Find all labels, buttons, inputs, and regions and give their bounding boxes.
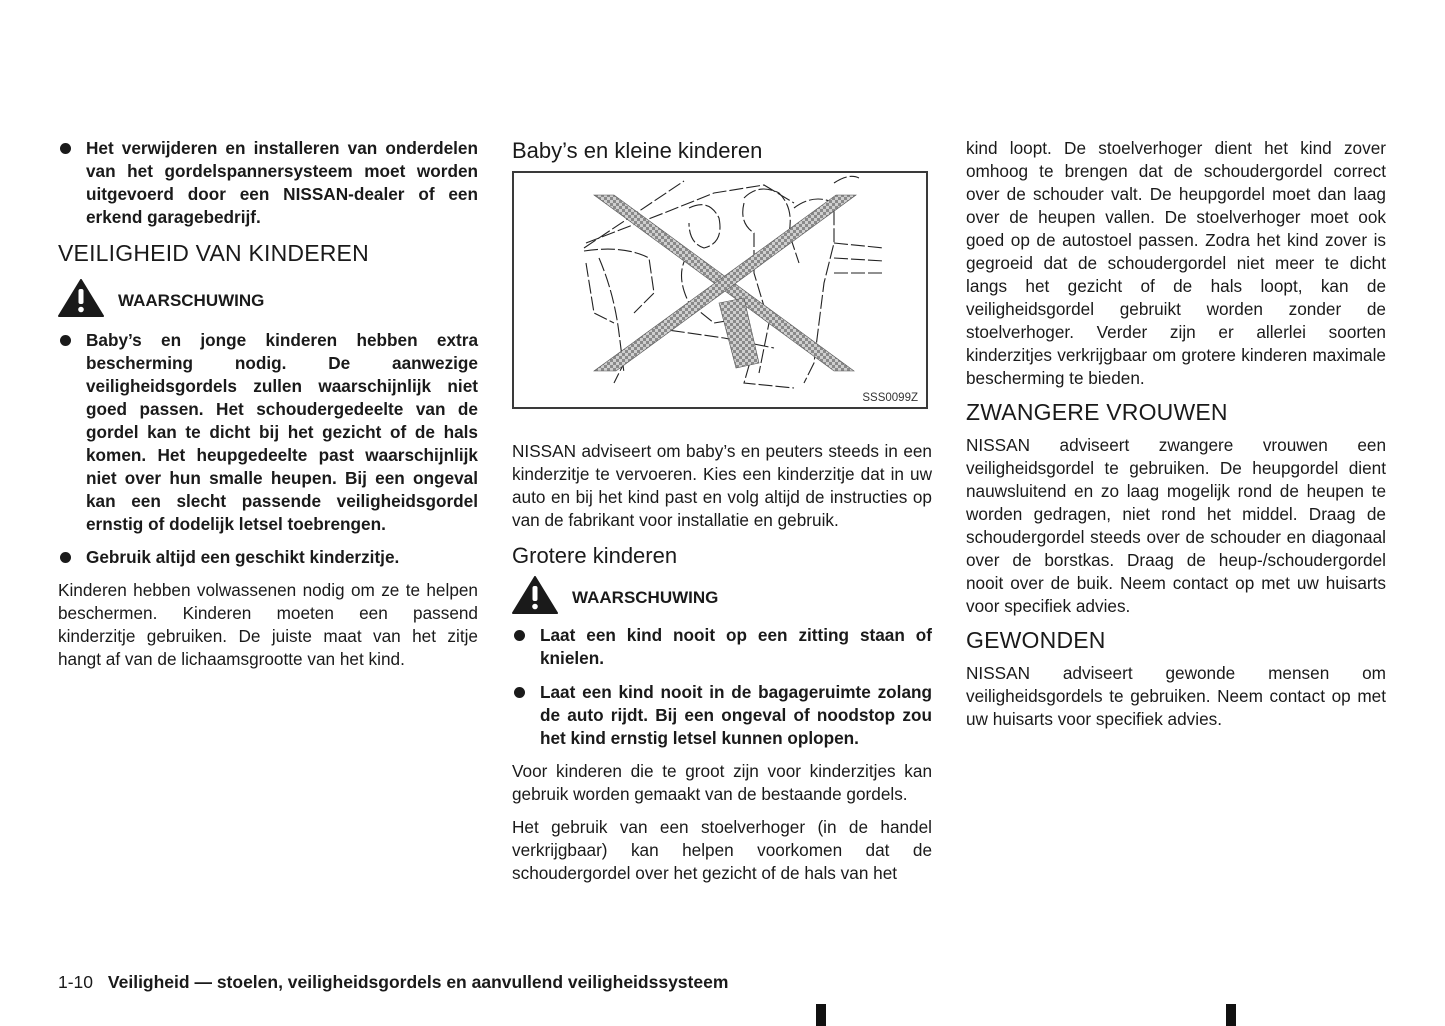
bullet-text: Baby’s en jonge kinderen hebben extra bescherming nodig. De aanwezige veiligheidsgordels zullen waarschijnlijk niet goed passen. Het schoudergedeelte van de gordel kan te dicht bij het gezicht of de hals komen. Het heupgedeelte past waarschijnlijk niet over hun smalle heupen. Bij een ongeval kan een slecht passende veiligheidsgordel ernstig of dodelijk letsel toebrengen.	[86, 330, 478, 534]
section-heading: VEILIGHEID VAN KINDEREN	[58, 240, 369, 266]
body-paragraph: Voor kinderen die te groot zijn voor kinderzitjes kan gebruik worden gemaakt van de bestaande gordels.	[512, 761, 932, 804]
bullet-dot-icon	[514, 630, 525, 641]
bullet-item	[58, 546, 478, 569]
page-footer	[58, 972, 728, 993]
bullet-text: Het verwijderen en installeren van onderdelen van het gordelspannersysteem moet worden uitgevoerd door een NISSAN-dealer of een erkend garagebedrijf.	[86, 138, 478, 227]
section-title: Veiligheid — stoelen, veiligheidsgordels en aanvullend veiligheidssysteem	[107, 972, 729, 992]
body-paragraph: Kinderen hebben volwassenen nodig om ze te helpen beschermen. Kinderen moeten een passend kinderzitje gebruiken. De juiste maat van het zitje hangt af van de lichaamsgrootte van het kind.	[58, 580, 478, 669]
bullet-dot-icon	[60, 143, 71, 154]
column-middle	[512, 137, 932, 885]
body-paragraph: kind loopt. De stoelverhoger dient het kind zover omhoog te brengen dat de schoudergordel correct over de schouder valt. De heupgordel moet dan laag over de heupen vallen. De stoelverhoger moet ook goed op de autostoel passen. Zodra het kind zover is gegroeid dat de schoudergordel niet meer te dicht langs het gezicht of de hals loopt, kan de veiligheidsgordel gebruikt worden zonder de stoelverhoger. Verder zijn er allerlei soorten kinderzitjes verkrijgbaar om grotere kinderen maximale bescherming te bieden.	[966, 138, 1386, 388]
bullet-text: Laat een kind nooit op een zitting staan of knielen.	[540, 625, 932, 668]
bullet-dot-icon	[60, 552, 71, 563]
body-paragraph: NISSAN adviseert zwangere vrouwen een veiligheidsgordel te gebruiken. De heupgordel dient nauwsluitend en zo laag mogelijk rond de heupen te worden gedragen, niet rond het middel. Draag de schoudergordel steeds over de schouder en diagonaal over de borstkas. Draag de heup-/schoudergordel nooit over de buik. Neem contact op met uw huisarts voor specifiek advies.	[966, 435, 1386, 616]
warning-header	[512, 576, 932, 616]
body-paragraph: NISSAN adviseert om baby’s en peuters steeds in een kinderzitje te vervoeren. Kies een kinderzitje dat in uw auto en bij het kind past en volg altijd de instructies op van de fabrikant voor installatie en gebruik.	[512, 441, 932, 530]
thumb-index-mark	[1226, 1004, 1236, 1026]
column-left	[58, 137, 478, 671]
child-seat-illustration	[514, 173, 926, 407]
warning-label: WAARSCHUWING	[572, 588, 719, 607]
bullet-dot-icon	[514, 687, 525, 698]
illustration-figure	[512, 171, 928, 409]
bullet-item	[58, 137, 478, 229]
warning-triangle-icon	[58, 279, 104, 317]
page-number: 1-10	[58, 972, 94, 992]
bullet-text: Laat een kind nooit in de bagageruimte zolang de auto rijdt. Bij een ongeval of noodstop zou het kind ernstig letsel kunnen oplopen.	[540, 682, 932, 748]
bullet-item	[58, 329, 478, 536]
bullet-item	[512, 624, 932, 670]
section-heading: GEWONDEN	[966, 627, 1106, 653]
warning-triangle-icon	[512, 576, 558, 614]
bullet-item	[512, 681, 932, 750]
bullet-text: Gebruik altijd een geschikt kinderzitje.	[86, 547, 400, 567]
body-paragraph: Het gebruik van een stoelverhoger (in de handel verkrijgbaar) kan helpen voorkomen dat de schoudergordel over het gezicht of de hals van het	[512, 817, 932, 883]
warning-header	[58, 279, 478, 319]
subsection-heading: Grotere kinderen	[512, 543, 678, 568]
bullet-dot-icon	[60, 335, 71, 346]
section-heading: ZWANGERE VROUWEN	[966, 399, 1228, 425]
warning-label: WAARSCHUWING	[118, 291, 265, 310]
subsection-heading: Baby’s en kleine kinderen	[512, 138, 763, 163]
thumb-index-mark	[816, 1004, 826, 1026]
figure-code: SSS0099Z	[862, 392, 918, 404]
body-paragraph: NISSAN adviseert gewonde mensen om veiligheidsgordels te gebruiken. Neem contact op met uw huisarts voor specifiek advies.	[966, 663, 1386, 729]
column-right	[966, 137, 1386, 731]
